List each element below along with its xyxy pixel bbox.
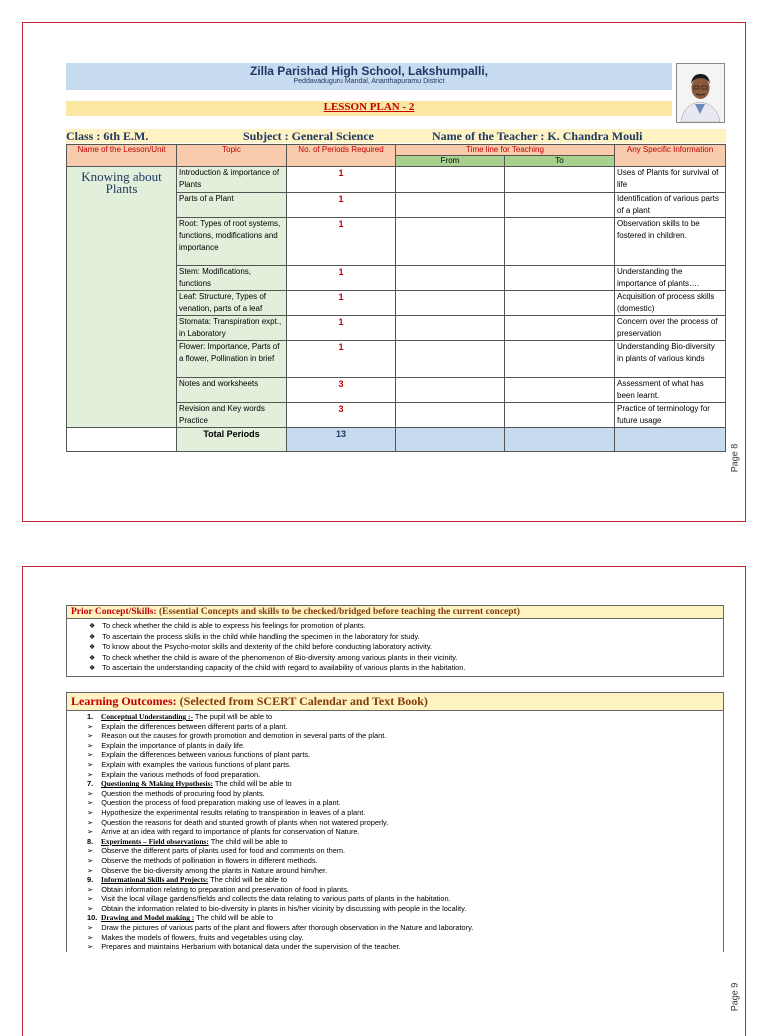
outcome-item: ➢ Observe the bio-diversity among the plants in Nature around him/her.: [87, 866, 723, 876]
outcome-section-heading: [87, 779, 723, 789]
page-number: Page 9: [729, 982, 740, 1012]
info-cell: Identification of various parts of a plant: [615, 193, 726, 218]
outcome-item: ➢ Question the process of food preparation making use of leaves in a plant.: [87, 798, 723, 808]
outcome-section-title: Questioning & Making Hypothesis:: [101, 779, 213, 789]
subject-label: Subject : General Science: [243, 129, 374, 143]
topic-cell: Stem: Modifications, functions: [177, 266, 287, 291]
header-timeline: Time line for Teaching: [396, 145, 615, 156]
from-cell: [396, 266, 505, 291]
outcome-item: ➢ Obtain information relating to preparation and preservation of food in plants.: [87, 885, 723, 895]
class-subject-teacher-row: [66, 129, 726, 143]
outcome-item: ➢ Question the methods of procuring food by plants.: [87, 789, 723, 799]
outcome-item: ➢ Visit the local village gardens/fields and collects the data relating to various parts of plants in the habitation.: [87, 894, 723, 904]
info-cell: Observation skills to be fostered in children.: [615, 218, 726, 266]
from-cell: [396, 403, 505, 428]
periods-cell: 1: [287, 167, 396, 193]
from-cell: [396, 316, 505, 341]
outcome-item: ➢ Hypothesize the experimental results relating to transpiration in leaves of a plant.: [87, 808, 723, 818]
outcome-item: ➢ Explain the importance of plants in daily life.: [87, 741, 723, 751]
outcome-item: ➢ Explain the differences between various functions of plant parts.: [87, 750, 723, 760]
to-cell: [505, 167, 615, 193]
from-cell: [396, 378, 505, 403]
prior-concept-item: ❖ To ascertain the understanding capacity of the child with regard to availability of various plants in the habitation.: [89, 663, 723, 674]
outcome-item: ➢ Observe the methods of pollination in flowers in different methods.: [87, 856, 723, 866]
lesson-name-cell: Knowing about Plants: [67, 167, 177, 428]
info-cell: Acquisition of process skills (domestic): [615, 291, 726, 316]
outcome-section-subtitle: The child will be able to: [208, 875, 287, 885]
outcome-section-subtitle: The pupil will be able to: [192, 712, 273, 721]
outcome-item: ➢ Arrive at an idea with regard to importance of plants for conservation of Nature.: [87, 827, 723, 837]
info-cell: Understanding the importance of plants….: [615, 266, 726, 291]
page-number: Page 8: [729, 443, 740, 473]
total-info-cell: [615, 428, 726, 452]
info-cell: Uses of Plants for survival of life: [615, 167, 726, 193]
to-cell: [505, 341, 615, 378]
learning-outcomes-heading: Learning Outcomes: (Selected from SCERT Calendar and Text Book): [67, 693, 723, 711]
info-cell: Concern over the process of preservation: [615, 316, 726, 341]
prior-concept-item: ❖ To check whether the child is aware of the phenomenon of Bio-diversity among various plants in their vicinity.: [89, 653, 723, 664]
total-label-cell: Total Periods: [177, 428, 287, 452]
topic-cell: Notes and worksheets: [177, 378, 287, 403]
outcome-item: ➢ Explain the differences between different parts of a plant.: [87, 722, 723, 732]
outcome-section-title: Drawing and Model making :: [101, 913, 195, 923]
header-topic: Topic: [177, 145, 287, 167]
prior-concept-item: ❖ To know about the Psycho-motor skills and dexterity of the child before conducting laboratory activity.: [89, 642, 723, 653]
from-cell: [396, 291, 505, 316]
school-name: Zilla Parishad High School, Lakshumpalli,: [249, 64, 489, 78]
info-cell: Assessment of what has been learnt.: [615, 378, 726, 403]
to-cell: [505, 266, 615, 291]
periods-cell: 3: [287, 378, 396, 403]
periods-cell: 1: [287, 193, 396, 218]
outcome-item: ➢ Reason out the causes for growth promotion and demotion in several parts of the plant.: [87, 731, 723, 741]
header-to: To: [505, 156, 615, 167]
prior-concepts-heading: Prior Concept/Skills: (Essential Concepts and skills to be checked/bridged before teaching the current concept): [67, 606, 723, 619]
periods-cell: 1: [287, 341, 396, 378]
outcome-item: ➢ Prepares and maintains Herbarium with botanical data under the supervision of the teacher.: [87, 942, 723, 952]
outcome-section-heading: [87, 712, 723, 722]
topic-cell: Flower: Importance, Parts of a flower, Pollination in brief: [177, 341, 287, 378]
outcome-item: ➢ Question the reasons for death and stunted growth of plants when not watered properly.: [87, 818, 723, 828]
info-cell: Understanding Bio-diversity in plants of various kinds: [615, 341, 726, 378]
prior-concept-item: ❖ To ascertain the process skills in the child while handling the specimen in the laboratory for study.: [89, 632, 723, 643]
periods-cell: 1: [287, 218, 396, 266]
topic-cell: Leaf: Structure, Types of venation, parts of a leaf: [177, 291, 287, 316]
from-cell: [396, 341, 505, 378]
to-cell: [505, 218, 615, 266]
learning-outcomes-list: [67, 711, 723, 952]
topic-cell: Introduction & importance of Plants: [177, 167, 287, 193]
mandal-district: Peddavaduguru Mandal, Ananthapuramu District: [293, 78, 445, 85]
teacher-photo: [676, 63, 725, 123]
periods-cell: 1: [287, 266, 396, 291]
document-page-1: [22, 22, 746, 522]
to-cell: [505, 316, 615, 341]
to-cell: [505, 378, 615, 403]
total-from-cell: [396, 428, 505, 452]
lesson-plan-table: [66, 144, 726, 452]
outcome-item: ➢ Observe the different parts of plants used for food and comments on them.: [87, 846, 723, 856]
prior-concepts-list: [67, 619, 723, 676]
topic-cell: Revision and Key words Practice: [177, 403, 287, 428]
teacher-label: Name of the Teacher : K. Chandra Mouli: [432, 129, 643, 143]
lesson-plan-title: LESSON PLAN - 2: [66, 101, 672, 116]
outcome-item: ➢ Explain with examples the various functions of plant parts.: [87, 760, 723, 770]
periods-cell: 1: [287, 291, 396, 316]
learning-outcomes-box: [66, 692, 724, 952]
header-periods: No. of Periods Required: [287, 145, 396, 167]
outcome-section-heading: [87, 837, 723, 847]
header-lesson: Name of the Lesson/Unit: [67, 145, 177, 167]
outcome-section-number: 8.: [87, 836, 94, 846]
header-from: From: [396, 156, 505, 167]
topic-cell: Root: Types of root systems, functions, modifications and importance: [177, 218, 287, 266]
periods-cell: 1: [287, 316, 396, 341]
outcome-section-number: 10.: [87, 913, 98, 923]
from-cell: [396, 218, 505, 266]
total-to-cell: [505, 428, 615, 452]
topic-cell: Stomata: Transpiration expt., in Laboratory: [177, 316, 287, 341]
header-info: Any Specific Information: [615, 145, 726, 167]
table-row: [67, 167, 726, 193]
info-cell: Practice of terminology for future usage: [615, 403, 726, 428]
topic-cell: Parts of a Plant: [177, 193, 287, 218]
class-label: Class : 6th E.M.: [66, 129, 149, 143]
total-blank-cell: [67, 428, 177, 452]
from-cell: [396, 193, 505, 218]
school-header: [66, 63, 672, 90]
outcome-section-title: Informational Skills and Projects:: [101, 875, 209, 885]
outcome-section-subtitle: The child will be able to: [194, 913, 273, 923]
teacher-portrait-image: [677, 64, 724, 122]
outcome-section-subtitle: The child will be able to: [208, 836, 288, 846]
to-cell: [505, 291, 615, 316]
outcome-section-title: Conceptual Understanding :-: [101, 712, 193, 721]
outcome-item: ➢ Obtain the information related to bio-diversity in plants in his/her vicinity by discussing with people in the locality.: [87, 904, 723, 914]
outcome-section-number: 7.: [87, 779, 94, 789]
from-cell: [396, 167, 505, 193]
prior-concepts-box: [66, 605, 724, 677]
document-page-2: [22, 566, 746, 1036]
outcome-section-heading: [87, 913, 723, 923]
periods-cell: 3: [287, 403, 396, 428]
to-cell: [505, 403, 615, 428]
outcome-section-title: Experiments – Field observations:: [101, 836, 209, 846]
total-value-cell: 13: [287, 428, 396, 452]
outcome-section-heading: [87, 875, 723, 885]
total-row: [67, 428, 726, 452]
prior-concept-item: ❖ To check whether the child is able to express his feelings for promotion of plants.: [89, 621, 723, 632]
outcome-item: ➢ Makes the models of flowers, fruits and vegetables using clay.: [87, 933, 723, 943]
outcome-section-number: 1.: [87, 712, 94, 721]
outcome-section-number: 9.: [87, 875, 94, 885]
to-cell: [505, 193, 615, 218]
outcome-item: ➢ Draw the pictures of various parts of the plant and flowers after thorough observation in the Nature and laboratory.: [87, 923, 723, 933]
outcome-item: ➢ Explain the various methods of food preparation.: [87, 770, 723, 780]
outcome-section-subtitle: The child will be able to: [212, 779, 292, 789]
